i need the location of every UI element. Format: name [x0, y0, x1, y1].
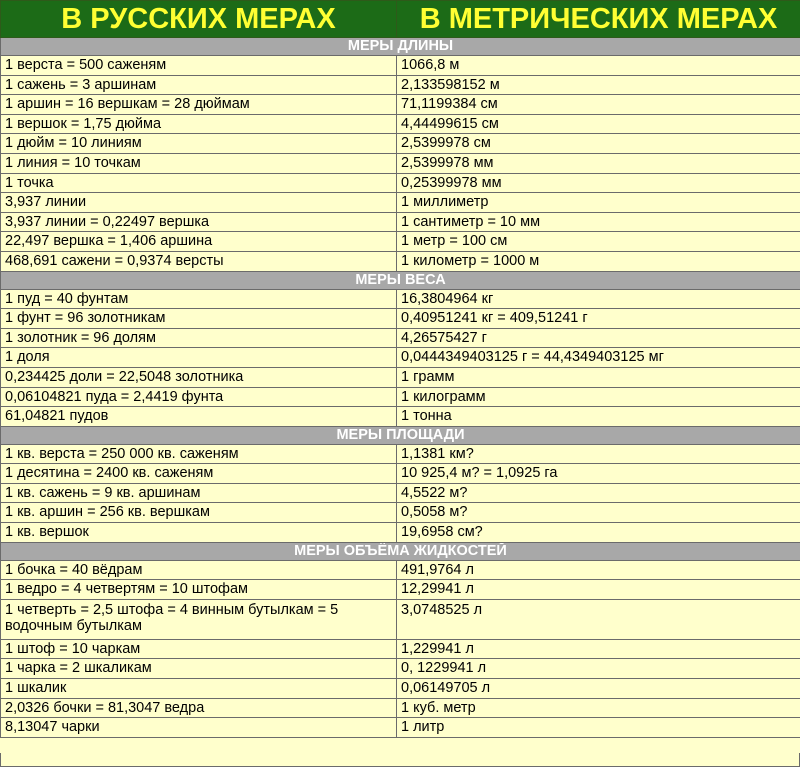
table-row [1, 659, 800, 679]
table-row [1, 173, 800, 193]
table-row [1, 483, 800, 503]
section-header [1, 542, 800, 560]
table-row [1, 153, 800, 173]
table-row [1, 698, 800, 718]
section-title: МЕРЫ ВЕСА [1, 271, 800, 289]
metric-measure-cell: 1 грамм [397, 367, 800, 387]
metric-measure-cell: 1 тонна [397, 407, 800, 427]
table-row [1, 718, 800, 738]
metric-measure-cell: 71,1199384 см [397, 95, 800, 115]
metric-measure-cell: 4,26575427 г [397, 328, 800, 348]
table-header [1, 1, 800, 38]
table-row [1, 95, 800, 115]
metric-measure-cell: 10 925,4 м? = 1,0925 га [397, 464, 800, 484]
table-row [1, 251, 800, 271]
russian-measure-cell: 8,13047 чарки [1, 718, 397, 738]
table-row [1, 679, 800, 699]
header-metric-measures: В МЕТРИЧЕСКИХ МЕРАХ [397, 1, 800, 38]
metric-measure-cell: 1 куб. метр [397, 698, 800, 718]
section-title: МЕРЫ ОБЪЁМА ЖИДКОСТЕЙ [1, 542, 800, 560]
russian-measure-cell: 1 точка [1, 173, 397, 193]
metric-measure-cell: 0,25399978 мм [397, 173, 800, 193]
metric-measure-cell: 16,3804964 кг [397, 289, 800, 309]
russian-measure-cell: 61,04821 пудов [1, 407, 397, 427]
russian-measure-cell: 3,937 линии = 0,22497 вершка [1, 212, 397, 232]
russian-measure-cell: 3,937 линии [1, 193, 397, 213]
russian-measure-cell: 1 кв. сажень = 9 кв. аршинам [1, 483, 397, 503]
metric-measure-cell: 12,29941 л [397, 580, 800, 600]
russian-measure-cell: 1 сажень = 3 аршинам [1, 75, 397, 95]
metric-measure-cell: 0,40951241 кг = 409,51241 г [397, 309, 800, 329]
metric-measure-cell: 1,229941 л [397, 639, 800, 659]
russian-measure-cell: 1 ведро = 4 четвертям = 10 штофам [1, 580, 397, 600]
section-header [1, 38, 800, 56]
metric-measure-cell: 1066,8 м [397, 56, 800, 76]
table-row [1, 56, 800, 76]
metric-measure-cell: 0,0444349403125 г = 44,4349403125 мг [397, 348, 800, 368]
russian-measure-cell: 1 десятина = 2400 кв. саженям [1, 464, 397, 484]
metric-measure-cell: 1 метр = 100 см [397, 232, 800, 252]
section-title: МЕРЫ ДЛИНЫ [1, 38, 800, 56]
table-bottom-empty-row [0, 753, 800, 767]
russian-measure-cell: 1 верста = 500 саженям [1, 56, 397, 76]
table-row [1, 407, 800, 427]
metric-measure-cell: 2,133598152 м [397, 75, 800, 95]
russian-measure-cell: 1 вершок = 1,75 дюйма [1, 114, 397, 134]
metric-measure-cell: 491,9764 л [397, 560, 800, 580]
table-row [1, 289, 800, 309]
section-header [1, 271, 800, 289]
table-row [1, 328, 800, 348]
russian-measure-cell: 1 чарка = 2 шкаликам [1, 659, 397, 679]
metric-measure-cell: 2,5399978 мм [397, 153, 800, 173]
metric-measure-cell: 0, 1229941 л [397, 659, 800, 679]
header-russian-measures: В РУССКИХ МЕРАХ [1, 1, 397, 38]
metric-measure-cell: 19,6958 см? [397, 523, 800, 543]
table-row [1, 580, 800, 600]
russian-measure-cell: 0,234425 доли = 22,5048 золотника [1, 367, 397, 387]
russian-measure-cell: 1 золотник = 96 долям [1, 328, 397, 348]
table-row [1, 503, 800, 523]
table-row [1, 309, 800, 329]
metric-measure-cell: 4,5522 м? [397, 483, 800, 503]
russian-measure-cell: 1 дюйм = 10 линиям [1, 134, 397, 154]
metric-measure-cell: 1 сантиметр = 10 мм [397, 212, 800, 232]
russian-measure-cell: 468,691 сажени = 0,9374 версты [1, 251, 397, 271]
table-row [1, 444, 800, 464]
section-header [1, 426, 800, 444]
metric-measure-cell: 0,06149705 л [397, 679, 800, 699]
table-row [1, 232, 800, 252]
table-row [1, 639, 800, 659]
russian-measure-cell: 1 аршин = 16 вершкам = 28 дюймам [1, 95, 397, 115]
russian-measure-cell: 1 бочка = 40 вёдрам [1, 560, 397, 580]
metric-measure-cell: 1 литр [397, 718, 800, 738]
table-row [1, 560, 800, 580]
russian-measure-cell: 1 фунт = 96 золотникам [1, 309, 397, 329]
metric-measure-cell: 2,5399978 см [397, 134, 800, 154]
russian-measure-cell: 1 пуд = 40 фунтам [1, 289, 397, 309]
russian-measure-cell: 22,497 вершка = 1,406 аршина [1, 232, 397, 252]
section-title: МЕРЫ ПЛОЩАДИ [1, 426, 800, 444]
russian-measure-cell: 1 линия = 10 точкам [1, 153, 397, 173]
metric-measure-cell: 1 килограмм [397, 387, 800, 407]
table-row [1, 387, 800, 407]
table-row [1, 212, 800, 232]
russian-measure-cell: 1 доля [1, 348, 397, 368]
table-row [1, 599, 800, 639]
metric-measure-cell: 1 миллиметр [397, 193, 800, 213]
russian-measure-cell: 1 штоф = 10 чаркам [1, 639, 397, 659]
russian-measure-cell: 1 кв. аршин = 256 кв. вершкам [1, 503, 397, 523]
table-row [1, 523, 800, 543]
table-row [1, 193, 800, 213]
metric-measure-cell: 3,0748525 л [397, 599, 800, 639]
russian-measure-cell: 1 четверть = 2,5 штофа = 4 винным бутылкам = 5 водочным бутылкам [1, 599, 397, 639]
metric-measure-cell: 1 километр = 1000 м [397, 251, 800, 271]
metric-measure-cell: 1,1381 км? [397, 444, 800, 464]
russian-measure-cell: 2,0326 бочки = 81,3047 ведра [1, 698, 397, 718]
table-row [1, 114, 800, 134]
table-row [1, 134, 800, 154]
table-row [1, 464, 800, 484]
russian-measure-cell: 0,06104821 пуда = 2,4419 фунта [1, 387, 397, 407]
russian-measure-cell: 1 кв. верста = 250 000 кв. саженям [1, 444, 397, 464]
russian-measure-cell: 1 шкалик [1, 679, 397, 699]
table-row [1, 348, 800, 368]
table-row [1, 367, 800, 387]
table-row [1, 75, 800, 95]
russian-measure-cell: 1 кв. вершок [1, 523, 397, 543]
metric-measure-cell: 4,44499615 см [397, 114, 800, 134]
metric-measure-cell: 0,5058 м? [397, 503, 800, 523]
